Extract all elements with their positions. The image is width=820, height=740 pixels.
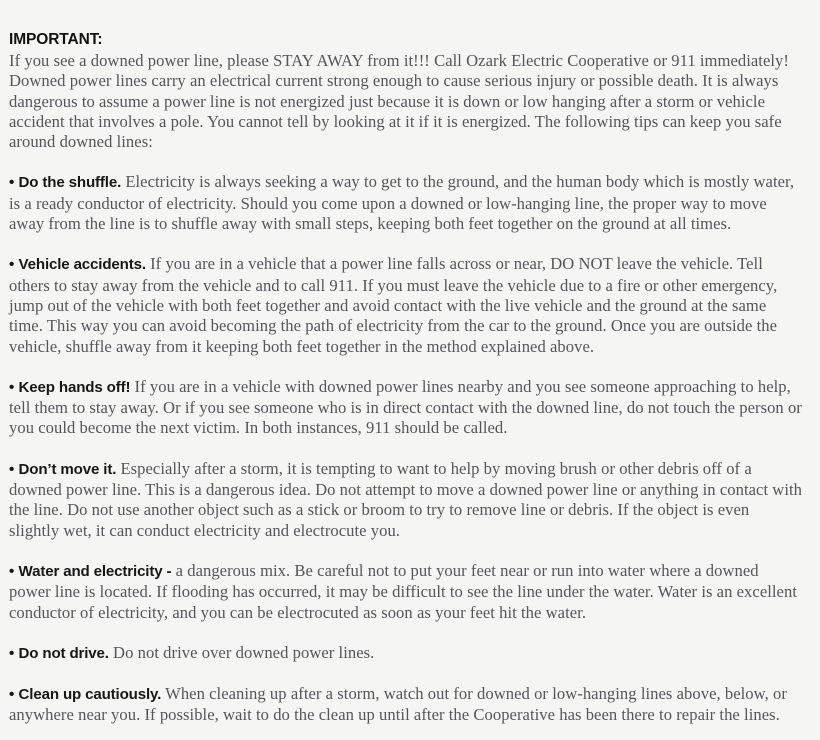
bullet-icon: • [9,378,15,396]
tip-lead: Vehicle accidents. [18,256,146,274]
tip-lead: Don’t move it. [18,460,117,478]
tip-lead: Keep hands off! [18,378,131,396]
tip-paragraph [9,561,802,623]
tip-paragraph [9,172,802,234]
tip-item-do-the-shuffle [9,172,810,234]
tip-item-clean-up-cautiously [9,684,810,726]
intro-section [9,30,810,152]
tip-paragraph [9,459,802,541]
tip-body: a dangerous mix. Be careful not to put your feet near or run into water where a downed power line is located. If flooding has occurred, it may be difficult to see the line under the water. Water is an excellent conductor of electricity, and you can be electrocuted as soon as your feet hit the water. [9,560,797,622]
tip-lead: Water and electricity - [18,562,172,580]
bullet-icon: • [9,256,15,274]
tip-body: Do not drive over downed power lines. [113,642,375,662]
bullet-icon: • [9,644,15,662]
page-title: IMPORTANT: [9,31,103,48]
tip-lead: Do not drive. [18,644,109,662]
tip-body: When cleaning up after a storm, watch out for downed or low-hanging lines above, below, or anywhere near you. If possible, wait to do the clean up until after the Cooperative has been there to repair the lines. [9,684,787,725]
tip-paragraph [9,643,802,664]
tip-body: If you are in a vehicle that a power line falls across or near, DO NOT leave the vehicle. Tell others to stay away from the vehicle and to call 911. If you must leave the vehicle due to a fire or other emergency, jump out of the vehicle with both feet together and avoid contact with the live vehicle and the ground at the same time. This way you can avoid becoming the path of electricity from the car to the ground. Once you are outside the vehicle, shuffle away from it keeping both feet together in the method explained above. [9,254,778,356]
tip-body: Electricity is always seeking a way to get to the ground, and the human body which is mostly water, is a ready conductor of electricity. Should you come upon a downed or low-hanging line, the proper way to move away from the line is to shuffle away with small steps, keeping both feet together on the ground at all times. [9,172,795,234]
tip-paragraph [9,377,802,439]
bullet-icon: • [9,174,15,192]
tip-lead: Do the shuffle. [18,174,122,192]
tip-lead: Clean up cautiously. [18,686,162,704]
tip-body: If you are in a vehicle with downed power lines nearby and you see someone approaching to help, tell them to stay away. Or if you see someone who is in direct contact with the downed line, do not touch the person or you could become the next victim. In both instances, 911 should be called. [9,376,802,438]
tip-body: Especially after a storm, it is tempting to want to help by moving brush or other debris off of a downed power line. This is a dangerous idea. Do not attempt to move a downed power line or anything in contact with the line. Do not use another object such as a stick or broom to try to remove line or debris. If the object is even slightly wet, it can conduct electricity and electrocute you. [9,458,803,540]
intro-paragraph: If you see a downed power line, please STAY AWAY from it!!! Call Ozark Electric Cooperative or 911 immediately! Downed power lines carry an electrical current strong enough to cause serious injury or possible death. It is always dangerous to assume a power line is not energized just because it is down or low hanging after a storm or vehicle accident that involves a pole. You cannot tell by looking at it if it is energized. The following tips can keep you safe around downed lines: [9,51,789,152]
tip-item-water-and-electricity [9,561,810,623]
tip-item-do-not-drive [9,643,810,664]
bullet-icon: • [9,686,15,704]
tip-item-vehicle-accidents [9,254,810,356]
tip-item-keep-hands-off [9,377,810,439]
tip-item-dont-move-it [9,459,810,541]
bullet-icon: • [9,562,15,580]
tip-paragraph [9,684,802,726]
bullet-icon: • [9,460,15,478]
tip-paragraph [9,254,802,356]
